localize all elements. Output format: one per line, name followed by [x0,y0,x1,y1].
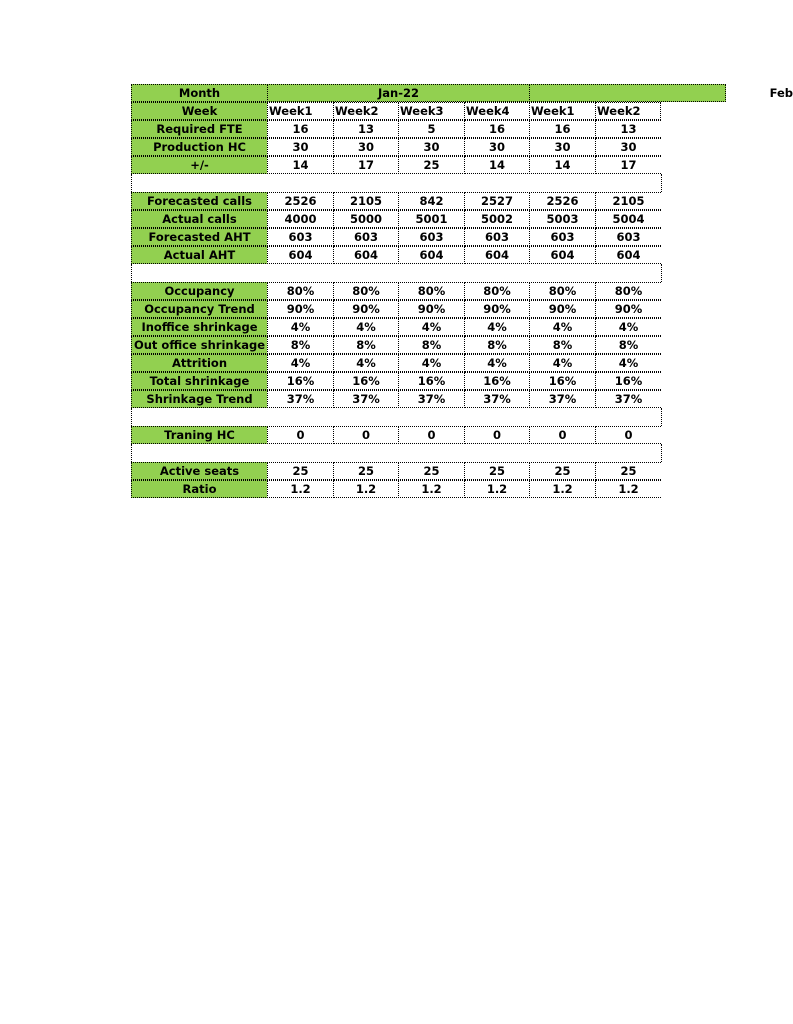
row-label-cell[interactable]: Production HC [131,138,268,156]
value-cell[interactable]: 2526 [267,192,334,210]
value-cell[interactable]: 5002 [464,210,530,228]
value-cell[interactable]: 25 [333,462,399,480]
value-cell[interactable]: 30 [464,138,530,156]
value-cell[interactable]: 603 [595,228,661,246]
value-cell[interactable]: 604 [267,246,334,264]
value-cell[interactable]: 16% [464,372,530,390]
value-cell[interactable]: 16% [333,372,399,390]
row-label-cell[interactable]: Actual AHT [131,246,268,264]
value-cell[interactable]: 604 [529,246,596,264]
value-cell[interactable]: 4% [398,354,465,372]
value-cell[interactable]: 2526 [529,192,596,210]
value-cell[interactable]: 5003 [529,210,596,228]
value-cell[interactable]: 8% [333,336,399,354]
value-cell[interactable]: 4% [464,318,530,336]
value-cell[interactable]: 604 [398,246,465,264]
value-cell[interactable]: 80% [464,282,530,300]
row-label-cell[interactable]: Forecasted AHT [131,228,268,246]
value-cell[interactable]: 30 [529,138,596,156]
empty-row-cell[interactable] [131,444,662,462]
row-label-cell[interactable]: Required FTE [131,120,268,138]
value-cell[interactable]: 80% [529,282,596,300]
value-cell[interactable]: 2105 [333,192,399,210]
value-cell[interactable]: 37% [595,390,661,408]
value-cell[interactable]: 37% [464,390,530,408]
row-label-cell[interactable]: Occupancy [131,282,268,300]
value-cell[interactable]: 1.2 [595,480,661,498]
month-jan-cell[interactable]: Jan-22 [267,84,530,102]
value-cell[interactable]: 30 [398,138,465,156]
value-cell[interactable]: 2105 [595,192,661,210]
value-cell[interactable]: 1.2 [333,480,399,498]
value-cell[interactable]: 17 [595,156,661,174]
value-cell[interactable]: 37% [267,390,334,408]
value-cell[interactable]: 16 [529,120,596,138]
row-label-cell[interactable]: Attrition [131,354,268,372]
empty-row-cell[interactable] [131,264,662,282]
value-cell[interactable]: 603 [267,228,334,246]
value-cell[interactable]: 14 [464,156,530,174]
value-cell[interactable]: 4% [398,318,465,336]
value-cell[interactable]: 90% [267,300,334,318]
value-cell[interactable]: 90% [398,300,465,318]
week-header-cell[interactable]: Week1 [529,102,596,120]
row-label-cell[interactable]: Traning HC [131,426,268,444]
week-header-cell[interactable]: Week2 [333,102,399,120]
value-cell[interactable]: 90% [464,300,530,318]
empty-row-cell[interactable] [131,408,662,426]
value-cell[interactable]: 5004 [595,210,661,228]
value-cell[interactable]: 604 [595,246,661,264]
month-feb-text: Feb [769,86,793,100]
value-cell[interactable]: 8% [267,336,334,354]
value-cell[interactable]: 90% [529,300,596,318]
value-cell[interactable]: 16% [398,372,465,390]
value-cell[interactable]: 16% [529,372,596,390]
value-cell[interactable]: 5 [398,120,465,138]
row-label-cell[interactable]: Inoffice shrinkage [131,318,268,336]
value-cell[interactable]: 25 [267,462,334,480]
value-cell[interactable]: 8% [464,336,530,354]
week-header-cell[interactable]: Week2 [595,102,661,120]
value-cell[interactable]: 13 [333,120,399,138]
value-cell[interactable]: 80% [595,282,661,300]
value-cell[interactable]: 25 [398,462,465,480]
value-cell[interactable]: 603 [529,228,596,246]
value-cell[interactable]: 90% [333,300,399,318]
value-cell[interactable]: 0 [398,426,465,444]
value-cell[interactable]: 0 [464,426,530,444]
value-cell[interactable]: 603 [333,228,399,246]
row-label-cell[interactable]: Active seats [131,462,268,480]
value-cell[interactable]: 16% [595,372,661,390]
month-label-cell[interactable]: Month [131,84,268,102]
value-cell[interactable]: 842 [398,192,465,210]
value-cell[interactable]: 37% [398,390,465,408]
value-cell[interactable]: 5000 [333,210,399,228]
value-cell[interactable]: 0 [595,426,661,444]
value-cell[interactable]: 1.2 [529,480,596,498]
value-cell[interactable]: 4% [529,318,596,336]
value-cell[interactable]: 603 [464,228,530,246]
value-cell[interactable]: 14 [267,156,334,174]
value-cell[interactable]: 4% [267,354,334,372]
value-cell[interactable]: 30 [267,138,334,156]
value-cell[interactable]: 603 [398,228,465,246]
row-label-cell[interactable]: Forecasted calls [131,192,268,210]
value-cell[interactable]: 4% [595,354,661,372]
value-cell[interactable]: 16 [267,120,334,138]
value-cell[interactable]: 0 [267,426,334,444]
value-cell[interactable]: 30 [333,138,399,156]
value-cell[interactable]: 8% [529,336,596,354]
value-cell[interactable]: 604 [333,246,399,264]
value-cell[interactable]: 4000 [267,210,334,228]
row-label-cell[interactable]: Occupancy Trend [131,300,268,318]
value-cell[interactable]: 14 [529,156,596,174]
value-cell[interactable]: 4% [529,354,596,372]
value-cell[interactable]: 30 [595,138,661,156]
value-cell[interactable]: 25 [595,462,661,480]
value-cell[interactable]: 37% [529,390,596,408]
row-label-cell[interactable]: +/- [131,156,268,174]
value-cell[interactable]: 8% [595,336,661,354]
row-label-cell[interactable]: Out office shrinkage [131,336,268,354]
value-cell[interactable]: 1.2 [464,480,530,498]
row-label-cell[interactable]: Shrinkage Trend [131,390,268,408]
week-header-cell[interactable]: Week4 [464,102,530,120]
value-cell[interactable]: 0 [333,426,399,444]
value-cell[interactable]: 2527 [464,192,530,210]
row-label-cell[interactable]: Actual calls [131,210,268,228]
value-cell[interactable]: 16 [464,120,530,138]
value-cell[interactable]: 17 [333,156,399,174]
value-cell[interactable]: 1.2 [398,480,465,498]
value-cell[interactable]: 13 [595,120,661,138]
value-cell[interactable]: 4% [464,354,530,372]
week-header-cell[interactable]: Week3 [398,102,465,120]
value-cell[interactable]: 4% [333,318,399,336]
value-cell[interactable]: 4% [595,318,661,336]
value-cell[interactable]: 4% [333,354,399,372]
row-label-cell[interactable]: Total shrinkage [131,372,268,390]
row-label-cell[interactable]: Ratio [131,480,268,498]
empty-row-cell[interactable] [131,174,662,192]
value-cell[interactable]: 80% [398,282,465,300]
value-cell[interactable]: 8% [398,336,465,354]
value-cell[interactable]: 604 [464,246,530,264]
week-label-cell[interactable]: Week [131,102,268,120]
value-cell[interactable]: 25 [529,462,596,480]
value-cell[interactable]: 16% [267,372,334,390]
month-feb-cell[interactable] [529,84,793,102]
value-cell[interactable]: 80% [267,282,334,300]
week-header-cell[interactable]: Week1 [267,102,334,120]
month-row [131,84,793,102]
value-cell[interactable]: 37% [333,390,399,408]
value-cell[interactable]: 90% [595,300,661,318]
value-cell[interactable]: 1.2 [267,480,334,498]
value-cell[interactable]: 4% [267,318,334,336]
value-cell[interactable]: 80% [333,282,399,300]
value-cell[interactable]: 25 [464,462,530,480]
value-cell[interactable]: 25 [398,156,465,174]
value-cell[interactable]: 0 [529,426,596,444]
value-cell[interactable]: 5001 [398,210,465,228]
